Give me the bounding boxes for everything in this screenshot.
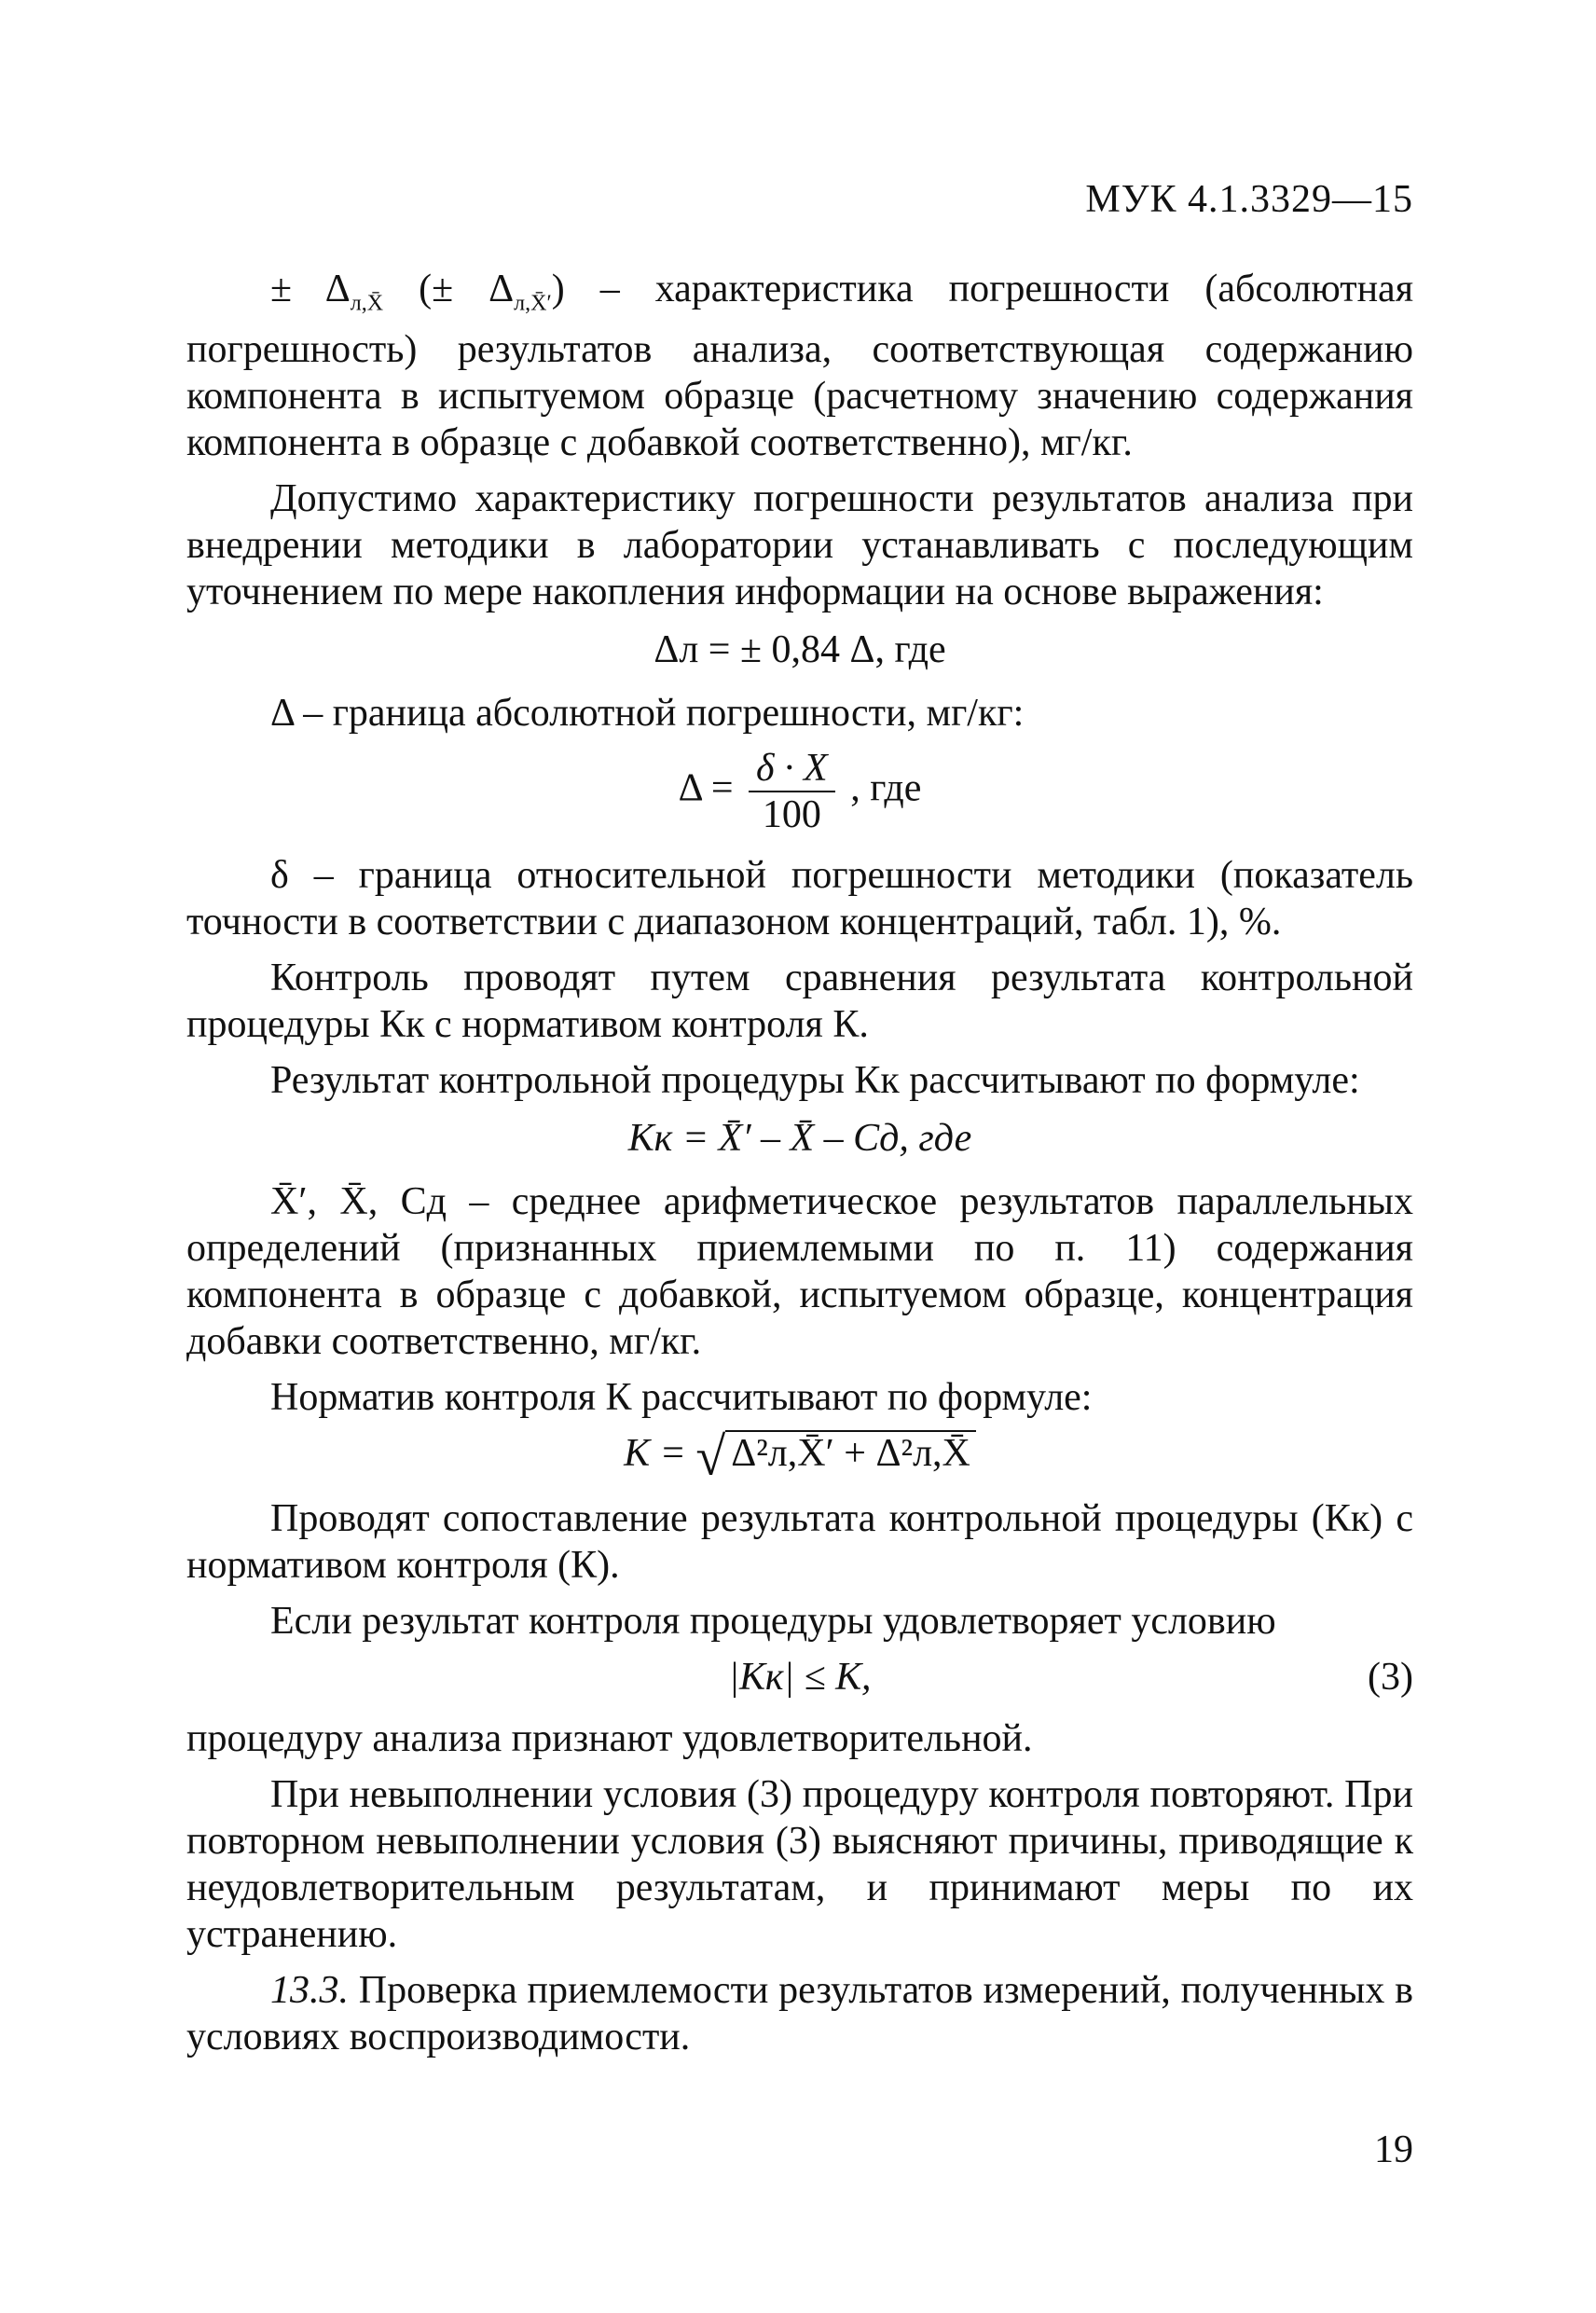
- section-number: 13.3.: [270, 1968, 349, 2012]
- delta-paren-symbol: (± Δ: [419, 268, 515, 310]
- paragraph-text: ) – характеристика погрешности (абсолютная погрешность) результатов анализа, соответствующая содержанию компонента в испытуемом образце (расчетному значению содержания компонента в образце с добавкой соответственно), мг/кг.: [186, 268, 1414, 465]
- paragraph-satisfactory: процедуру анализа признают удовлетворительной.: [186, 1716, 1033, 1760]
- fraction-denominator: 100: [762, 793, 821, 837]
- formula-delta: [186, 746, 1413, 837]
- paragraph-control-method: Контроль проводят путем сравнения результата контрольной процедуры Кк с нормативом контроля К.: [186, 957, 1413, 1047]
- formula-condition-text: |Кк| ≤ К,: [728, 1655, 872, 1699]
- paragraph-permissible: Допустимо характеристику погрешности результатов анализа при внедрении методики в лаборатории устанавливать с последующим уточнением по мере накопления информации на основе выражения:: [186, 477, 1413, 614]
- equation-number: (3): [1368, 1655, 1413, 1699]
- formula-k-lhs: К =: [624, 1432, 686, 1476]
- paragraph-control-result: Результат контрольной процедуры Кк рассчитывают по формуле:: [270, 1059, 1360, 1103]
- paragraph-condition: Если результат контроля процедуры удовлетворяет условию: [270, 1599, 1276, 1643]
- sqrt-icon: √: [695, 1425, 726, 1487]
- formula-delta-l: Δл = ± 0,84 Δ, где: [654, 628, 946, 672]
- fraction-numerator: δ · X: [749, 746, 835, 792]
- document-body: [186, 266, 1413, 2070]
- formula-sqrt: [695, 1425, 976, 1487]
- delta-paren-subscript: л,X̄′: [514, 291, 552, 316]
- paragraph-comparison: Проводят сопоставление результата контрольной процедуры (Кк) с нормативом контроля (К).: [186, 1496, 1413, 1587]
- delta-symbol: ± Δ: [270, 268, 351, 310]
- formula-delta-tail: , где: [850, 767, 922, 811]
- paragraph-delta-definition: Δ – граница абсолютной погрешности, мг/кг:: [270, 692, 1025, 736]
- formula-fraction: [749, 746, 835, 837]
- delta-subscript: л,X̄: [350, 291, 384, 316]
- sqrt-body: Δ²л,X̄′ + Δ²л,X̄: [725, 1430, 976, 1475]
- formula-k: [186, 1425, 1413, 1487]
- formula-delta-lhs: Δ =: [678, 767, 734, 811]
- paragraph-delta-relative: δ – граница относительной погрешности методики (показатель точности в соответствии с диапазоном концентраций, табл. 1), %.: [186, 854, 1413, 944]
- formula-kk: Кк = X̄′ – X̄ – Сд, где: [627, 1117, 972, 1161]
- paragraph-section-13-3: [186, 1967, 1413, 2060]
- document-id: МУК 4.1.3329—15: [1085, 178, 1413, 221]
- paragraph-averages: X̄′, X̄, Сд – среднее арифметическое результатов параллельных определений (признанных приемлемыми по п. 11) содержания компонента в образце с добавкой, испытуемом образце, концентрация добавки соответственно, мг/кг.: [186, 1180, 1413, 1364]
- paragraph-error-characteristic: [186, 266, 1413, 466]
- page-number: 19: [1374, 2128, 1413, 2171]
- formula-condition: [186, 1654, 1413, 1700]
- section-text: Проверка приемлемости результатов измерений, полученных в условиях воспроизводимости.: [186, 1968, 1413, 2058]
- paragraph-failure: При невыполнении условия (3) процедуру контроля повторяют. При повторном невыполнении условия (3) выясняют причины, приводящие к неудовлетворительным результатам, и принимают меры по их устранению.: [186, 1772, 1413, 1956]
- paragraph-norm: Норматив контроля К рассчитывают по формуле:: [270, 1376, 1093, 1420]
